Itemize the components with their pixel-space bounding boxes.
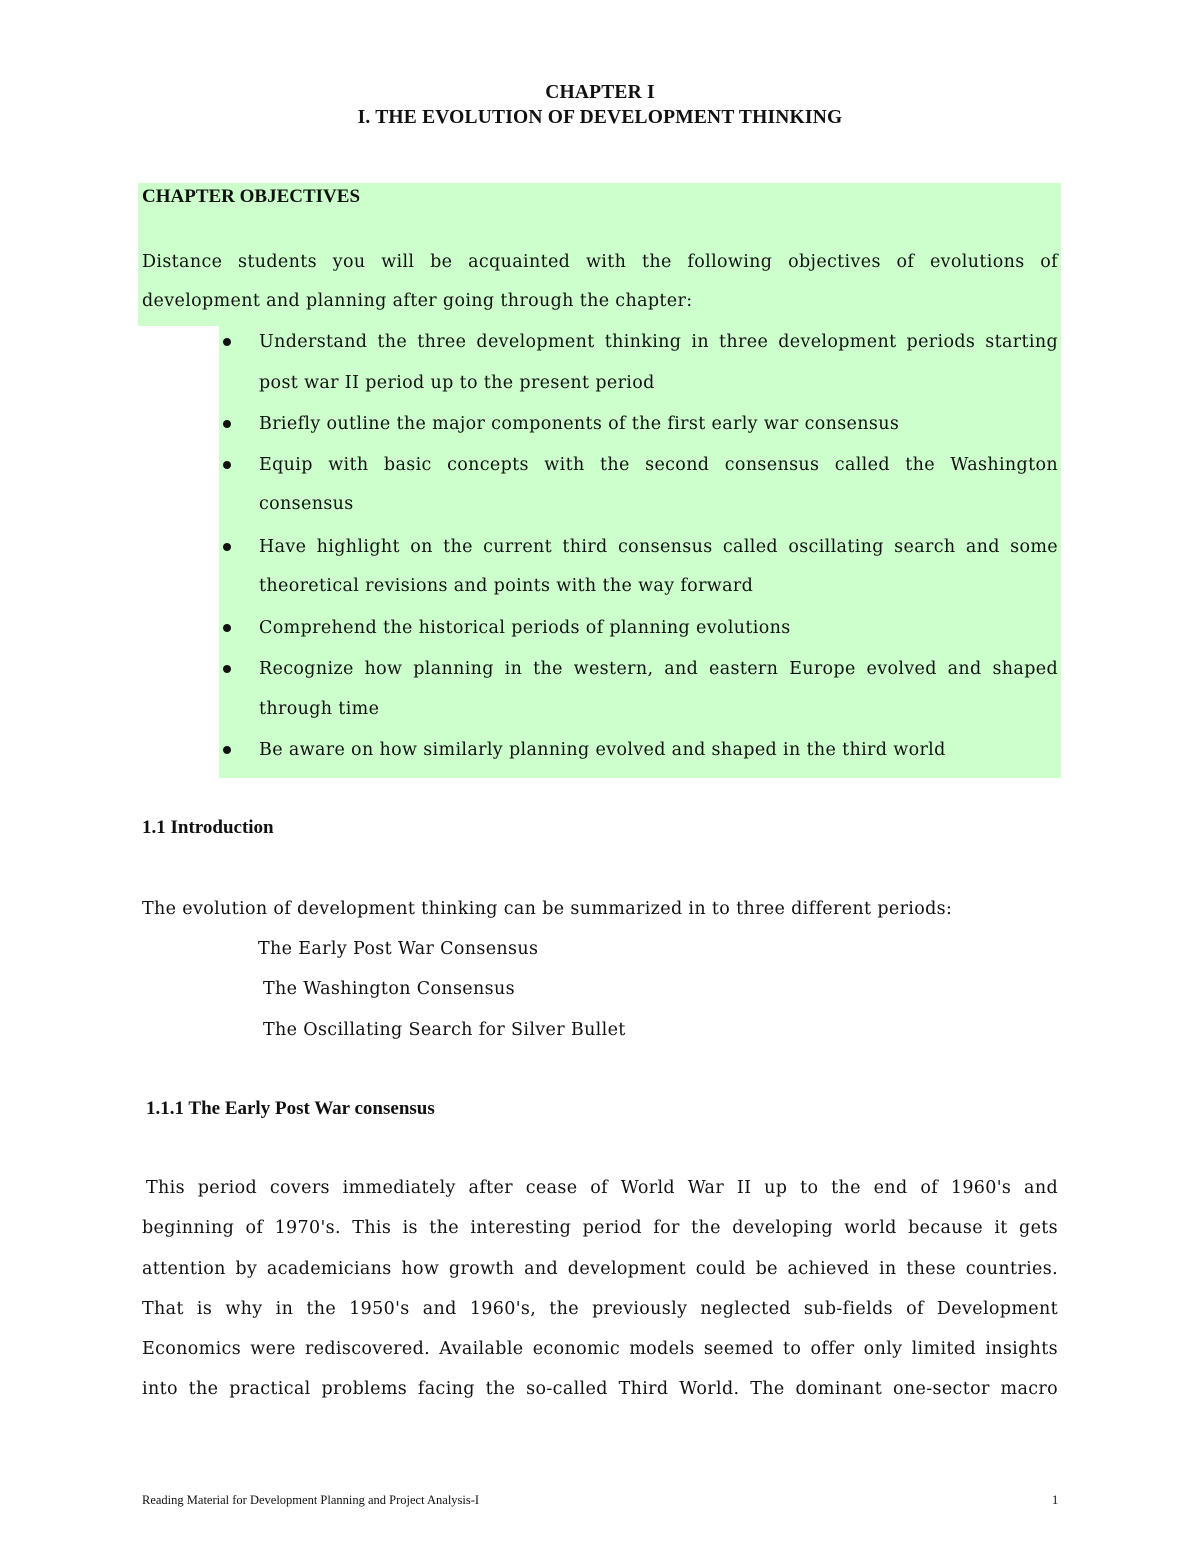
paragraph-line-1: This period covers immediately after cease of World War II up to the end of 1960's and <box>146 1178 1058 1198</box>
paragraph-line-2: beginning of 1970's. This is the interesting period for the developing world because it gets <box>142 1218 1058 1238</box>
objective-item-7-line-1: Be aware on how similarly planning evolved and shaped in the third world <box>259 740 946 760</box>
objective-item-3-line-1: Equip with basic concepts with the second consensus called the Washington <box>259 455 1058 475</box>
paragraph-line-3: attention by academicians how growth and development could be achieved in these countries. <box>142 1259 1058 1279</box>
paragraph-line-4: That is why in the 1950's and 1960's, the previously neglected sub-fields of Development <box>142 1299 1058 1319</box>
footer-text: Reading Material for Development Planning and Project Analysis-I <box>142 1493 480 1507</box>
objectives-heading: CHAPTER OBJECTIVES <box>142 186 361 207</box>
objective-item-4-line-2: theoretical revisions and points with the way forward <box>259 576 754 596</box>
objective-item-5-line-1: Comprehend the historical periods of planning evolutions <box>259 618 791 638</box>
period-item-3: The Oscillating Search for Silver Bullet <box>263 1020 626 1040</box>
bullet-icon <box>223 461 231 469</box>
objective-item-4-line-1: Have highlight on the current third consensus called oscillating search and some <box>259 537 1058 557</box>
paragraph-line-5: Economics were rediscovered. Available economic models seemed to offer only limited insights <box>142 1339 1058 1359</box>
objective-item-6-line-1: Recognize how planning in the western, and eastern Europe evolved and shaped <box>259 659 1058 679</box>
page-number: 1 <box>1052 1493 1059 1507</box>
paragraph-line-6: into the practical problems facing the so-called Third World. The dominant one-sector macro <box>142 1379 1058 1399</box>
objective-item-6-line-2: through time <box>259 699 380 719</box>
chapter-number: CHAPTER I <box>545 82 655 103</box>
period-item-1: The Early Post War Consensus <box>258 939 539 959</box>
introduction-heading: 1.1 Introduction <box>142 817 274 838</box>
section-heading: 1.1.1 The Early Post War consensus <box>146 1098 435 1119</box>
bullet-icon <box>223 624 231 632</box>
objective-item-2-line-1: Briefly outline the major components of the first early war consensus <box>259 414 900 434</box>
objectives-intro-line-2: development and planning after going through the chapter: <box>142 291 693 311</box>
bullet-icon <box>223 420 231 428</box>
bullet-icon <box>223 665 231 673</box>
introduction-text: The evolution of development thinking can be summarized in to three different periods: <box>142 899 953 919</box>
objective-item-3-line-2: consensus <box>259 494 354 514</box>
bullet-icon <box>223 543 231 551</box>
bullet-icon <box>223 746 231 754</box>
objective-item-1-line-1: Understand the three development thinking in three development periods starting <box>259 332 1058 352</box>
bullet-icon <box>223 338 231 346</box>
objective-item-1-line-2: post war II period up to the present period <box>259 373 655 393</box>
period-item-2: The Washington Consensus <box>263 979 515 999</box>
objectives-intro-line-1: Distance students you will be acquainted with the following objectives of evolutions of <box>142 252 1058 272</box>
chapter-title: I. THE EVOLUTION OF DEVELOPMENT THINKING <box>357 107 843 128</box>
